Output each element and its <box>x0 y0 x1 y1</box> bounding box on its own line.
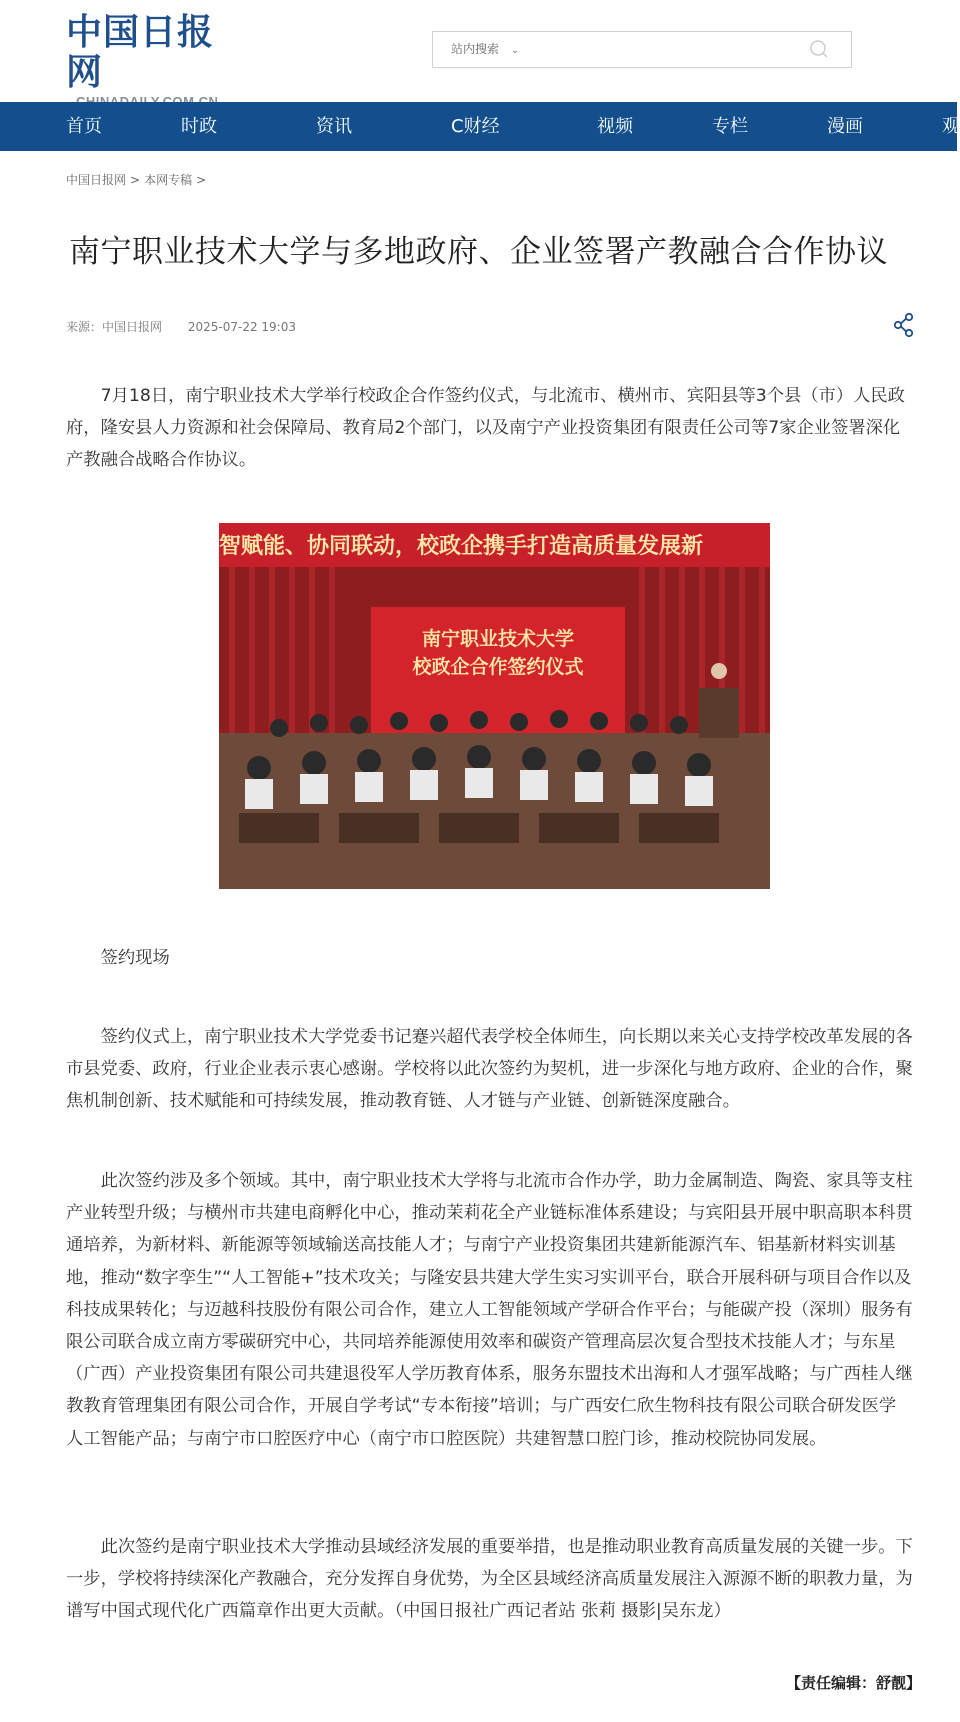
main-nav <box>0 102 960 151</box>
article-paragraph-4 <box>66 1531 913 1628</box>
search-box <box>432 31 852 68</box>
site-header <box>0 0 957 102</box>
caption-text: 签约现场 <box>100 948 170 968</box>
article-meta <box>66 318 296 335</box>
article-title: 南宁职业技术大学与多地政府、企业签署产教融合合作协议 <box>69 234 888 270</box>
breadcrumb <box>66 171 210 188</box>
nav-item-finance[interactable]: C财经 <box>451 116 500 137</box>
photo-screen-line-1: 南宁职业技术大学 <box>421 628 575 650</box>
nav-item-politics[interactable]: 时政 <box>181 116 217 137</box>
nav-item-video[interactable]: 视频 <box>597 116 633 137</box>
share-icon[interactable] <box>892 312 916 338</box>
search-scope-select[interactable] <box>451 32 519 67</box>
logo-chinese: 中国日报网 <box>66 11 215 93</box>
signing-ceremony-photo <box>219 523 770 889</box>
paragraph-text: 此次签约涉及多个领域。其中，南宁职业技术大学将与北流市合作办学，助力金属制造、陶瓷、家具等支柱产业转型升级；与横州市共建电商孵化中心，推动茉莉花全产业链标准体系建设；与宾阳县开展中职高职本科贯通培养，为新材料、新能源等领域输送高技能人才；与南宁产业投资集团共建新能源汽车、铝基新材料实训基地，推动“数字孪生”“人工智能+”技术攻关；与隆安县共建大学生实习实训平台，联合开展科研与项目合作以及科技成果转化；与迈越科技股份有限公司合作，建立人工智能领域产学研合作平台；与能碳产投（深圳）服务有限公司联合成立南方零碳研究中心，共同培养能源使用效率和碳资产管理高层次复合型技术技能人才；与东星（广西）产业投资集团有限公司共建退役军人学历教育体系，服务东盟技术出海和人才强军战略；与广西桂人继教教育管理集团有限公司合作，开展自学考试“专本衔接”培训；与广西安仁欣生物科技有限公司联合研发医学人工智能产品；与南宁市口腔医疗中心（南宁市口腔医院）共建智慧口腔门诊，推动校院协同发展。 <box>66 1171 913 1449</box>
breadcrumb-separator: > <box>196 173 207 187</box>
nav-item-column[interactable]: 专栏 <box>712 116 748 137</box>
article-paragraph-1 <box>66 380 913 477</box>
article-photo <box>219 523 770 889</box>
article-source: 来源：中国日报网 <box>66 320 163 334</box>
chevron-down-icon: ⌄ <box>510 45 520 56</box>
site-logo[interactable] <box>66 11 236 93</box>
paragraph-text: 此次签约是南宁职业技术大学推动县域经济发展的重要举措，也是推动职业教育高质量发展的关键一步。下一步，学校将持续深化产教融合，充分发挥自身优势，为全区县域经济高质量发展注入源源不断的职教力量，为谱写中国式现代化广西篇章作出更大贡献。（中国日报社广西记者站 张莉 摄影|吴东龙） <box>66 1537 913 1622</box>
paragraph-text: 签约仪式上，南宁职业技术大学党委书记蹇兴超代表学校全体师生，向长期以来关心支持学校改革发展的各市县党委、政府，行业企业表示衷心感谢。学校将以此次签约为契机，进一步深化与地方政府、企业的合作，聚焦机制创新、技术赋能和可持续发展，推动教育链、人才链与产业链、创新链深度融合。 <box>66 1027 913 1112</box>
breadcrumb-item-section[interactable]: 本网专稿 <box>144 173 193 187</box>
nav-item-news[interactable]: 资讯 <box>316 116 352 137</box>
nav-item-opinion[interactable]: 观 <box>942 116 960 137</box>
search-input[interactable] <box>543 36 803 63</box>
photo-banner-text: 智赋能、协同联动，校政企携手打造高质量发展新 <box>219 533 704 559</box>
photo-caption <box>66 942 913 974</box>
search-icon[interactable] <box>809 39 829 59</box>
nav-item-comics[interactable]: 漫画 <box>827 116 863 137</box>
responsible-editor: 【责任编辑：舒靓】 <box>785 1674 921 1692</box>
photo-screen-line-2: 校政企合作签约仪式 <box>412 656 584 678</box>
breadcrumb-separator: > <box>130 173 141 187</box>
article-paragraph-2 <box>66 1021 913 1118</box>
search-scope-label: 站内搜索 <box>451 42 500 56</box>
nav-item-home[interactable]: 首页 <box>66 116 102 137</box>
breadcrumb-item-home[interactable]: 中国日报网 <box>66 173 127 187</box>
paragraph-text: 7月18日，南宁职业技术大学举行校政企合作签约仪式，与北流市、横州市、宾阳县等3个县（市）人民政府，隆安县人力资源和社会保障局、教育局2个部门，以及南宁产业投资集团有限责任公司等7家企业签署深化产教融合战略合作协议。 <box>66 386 905 471</box>
article-datetime: 2025-07-22 19:03 <box>187 320 296 334</box>
article-paragraph-3 <box>66 1165 913 1455</box>
